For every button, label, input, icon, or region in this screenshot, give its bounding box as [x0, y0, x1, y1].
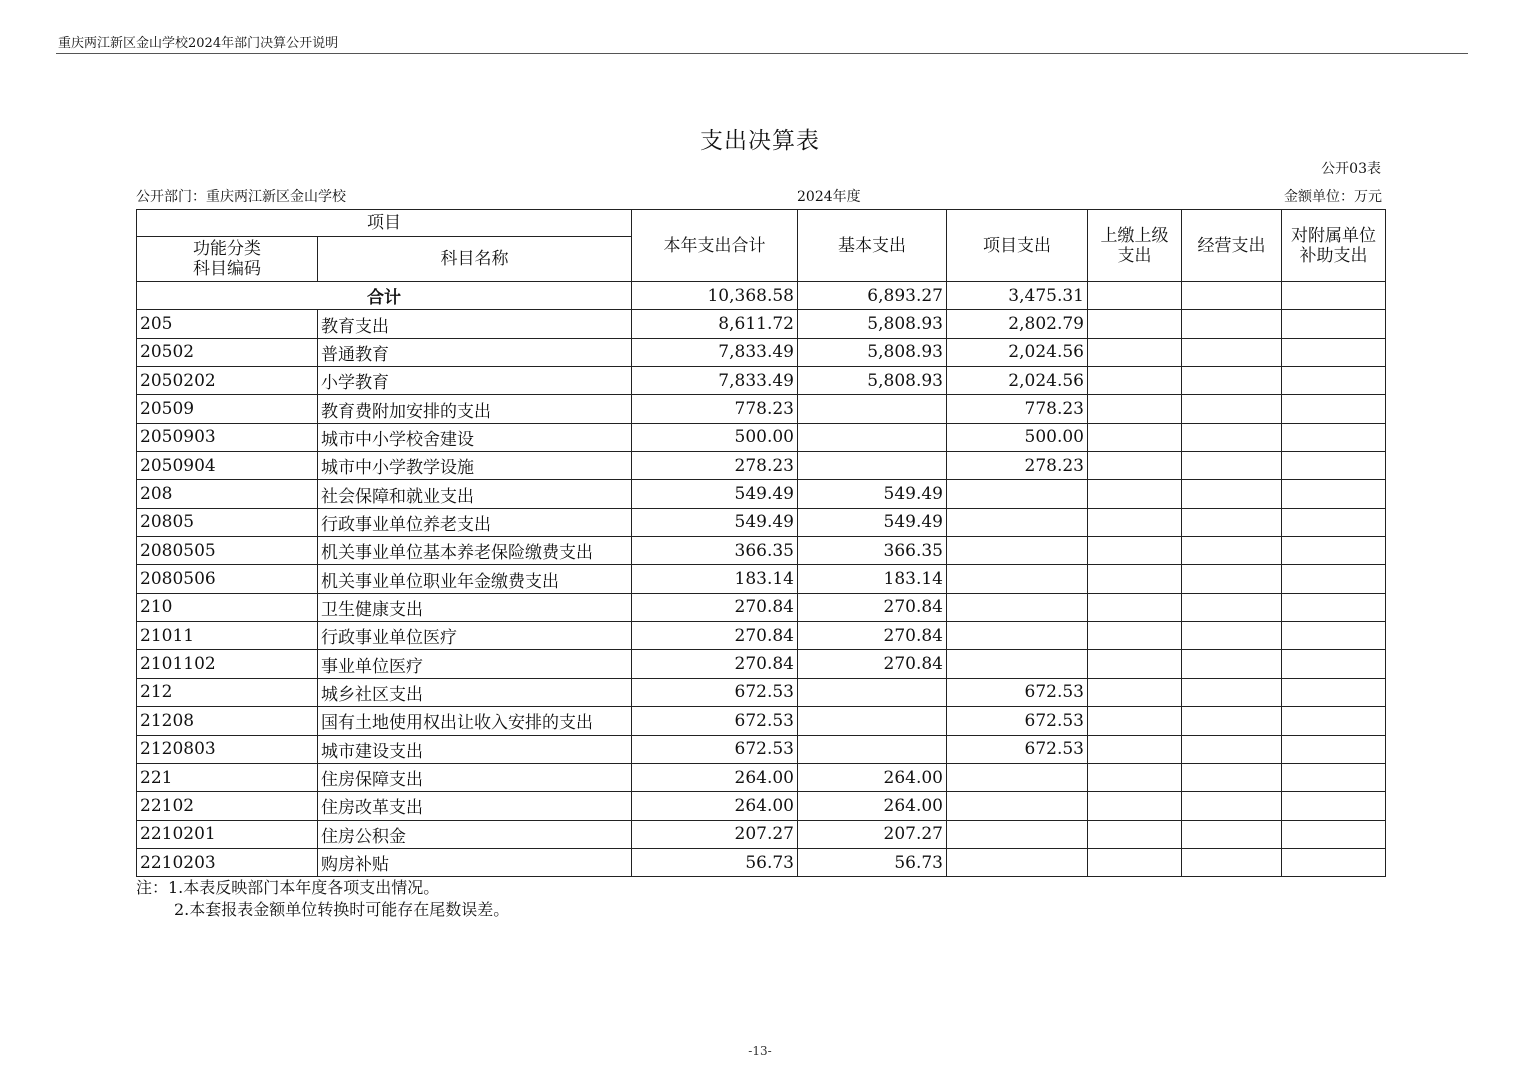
cell-subsidiary: [1282, 338, 1386, 366]
cell-business: [1182, 310, 1282, 338]
cell-name: 卫生健康支出: [318, 593, 632, 621]
cell-business: [1182, 395, 1282, 423]
header-upper: [1088, 210, 1182, 282]
header-item: 项目: [137, 210, 632, 237]
table-row: [137, 735, 1386, 763]
cell-subsidiary: [1282, 537, 1386, 565]
cell-name: 事业单位医疗: [318, 650, 632, 678]
cell-upper: [1088, 763, 1182, 791]
page-title: 支出决算表: [700, 128, 820, 154]
unit-label: 金额单位：万元: [1284, 189, 1382, 205]
cell-subsidiary: [1282, 593, 1386, 621]
cell-subsidiary: [1282, 650, 1386, 678]
table-number: 公开03表: [1321, 161, 1381, 177]
cell-project: [947, 480, 1088, 508]
header-business: 经营支出: [1182, 210, 1282, 282]
cell-upper: [1088, 792, 1182, 820]
cell-basic: 5,808.93: [798, 310, 947, 338]
cell-project: [947, 565, 1088, 593]
running-header: 重庆两江新区金山学校2024年部门决算公开说明: [58, 36, 339, 51]
cell-project: 2,024.56: [947, 367, 1088, 395]
cell-upper: [1088, 593, 1182, 621]
header-func-code-line2: 科目编码: [193, 259, 261, 279]
cell-subsidiary: [1282, 763, 1386, 791]
header-func-code: [137, 237, 318, 282]
cell-basic: [798, 707, 947, 735]
total-cell-basic: 6,893.27: [798, 282, 947, 310]
cell-upper: [1088, 820, 1182, 848]
table-row: [137, 763, 1386, 791]
cell-total: 56.73: [632, 848, 798, 876]
cell-subsidiary: [1282, 820, 1386, 848]
header-func-code-line1: 功能分类: [193, 239, 261, 259]
cell-total: 778.23: [632, 395, 798, 423]
cell-project: [947, 537, 1088, 565]
cell-basic: 549.49: [798, 480, 947, 508]
header-subsidiary-line2: 补助支出: [1299, 245, 1368, 266]
table-row: [137, 537, 1386, 565]
cell-code: 2050903: [137, 423, 318, 451]
cell-name: 住房公积金: [318, 820, 632, 848]
cell-business: [1182, 593, 1282, 621]
cell-basic: 270.84: [798, 622, 947, 650]
cell-subsidiary: [1282, 565, 1386, 593]
cell-name: 住房保障支出: [318, 763, 632, 791]
cell-project: 672.53: [947, 678, 1088, 706]
cell-basic: 264.00: [798, 763, 947, 791]
cell-basic: 5,808.93: [798, 367, 947, 395]
cell-code: 2120803: [137, 735, 318, 763]
cell-name: 住房改革支出: [318, 792, 632, 820]
header-subsidiary: [1282, 210, 1386, 282]
cell-total: 7,833.49: [632, 367, 798, 395]
cell-project: 2,024.56: [947, 338, 1088, 366]
cell-code: 2210203: [137, 848, 318, 876]
total-row: [137, 282, 1386, 310]
cell-business: [1182, 707, 1282, 735]
table-row: [137, 848, 1386, 876]
cell-upper: [1088, 508, 1182, 536]
cell-code: 221: [137, 763, 318, 791]
cell-total: 549.49: [632, 508, 798, 536]
note-1: 注：1.本表反映部门本年度各项支出情况。: [136, 878, 440, 897]
cell-business: [1182, 480, 1282, 508]
header-subject-name: 科目名称: [318, 237, 632, 282]
cell-name: 教育支出: [318, 310, 632, 338]
department-label: 公开部门：重庆两江新区金山学校: [136, 189, 346, 205]
cell-name: 小学教育: [318, 367, 632, 395]
table-notes: [136, 877, 509, 921]
cell-total: 264.00: [632, 763, 798, 791]
cell-business: [1182, 848, 1282, 876]
cell-name: 行政事业单位医疗: [318, 622, 632, 650]
cell-upper: [1088, 338, 1182, 366]
header-total: 本年支出合计: [632, 210, 798, 282]
cell-code: 205: [137, 310, 318, 338]
total-cell-project: 3,475.31: [947, 282, 1088, 310]
table-row: [137, 338, 1386, 366]
header-project: 项目支出: [947, 210, 1088, 282]
page-number: -13-: [748, 1044, 772, 1058]
table-row: [137, 310, 1386, 338]
cell-project: 672.53: [947, 707, 1088, 735]
total-cell-subsidiary: [1282, 282, 1386, 310]
header-divider: [56, 53, 1468, 54]
cell-basic: 183.14: [798, 565, 947, 593]
cell-subsidiary: [1282, 848, 1386, 876]
cell-total: 264.00: [632, 792, 798, 820]
table-row: [137, 423, 1386, 451]
cell-code: 2050202: [137, 367, 318, 395]
header-upper-line1: 上缴上级: [1100, 225, 1169, 246]
cell-basic: [798, 452, 947, 480]
cell-upper: [1088, 310, 1182, 338]
total-cell-upper: [1088, 282, 1182, 310]
cell-code: 22102: [137, 792, 318, 820]
cell-subsidiary: [1282, 622, 1386, 650]
cell-code: 20509: [137, 395, 318, 423]
cell-business: [1182, 820, 1282, 848]
cell-code: 212: [137, 678, 318, 706]
header-subsidiary-line1: 对附属单位: [1291, 225, 1376, 246]
cell-project: [947, 650, 1088, 678]
year-label: 2024年度: [797, 189, 861, 205]
cell-total: 672.53: [632, 678, 798, 706]
cell-code: 20502: [137, 338, 318, 366]
cell-name: 购房补贴: [318, 848, 632, 876]
cell-subsidiary: [1282, 707, 1386, 735]
cell-project: [947, 848, 1088, 876]
cell-project: [947, 622, 1088, 650]
table-row: [137, 593, 1386, 621]
cell-subsidiary: [1282, 508, 1386, 536]
cell-total: 549.49: [632, 480, 798, 508]
table-row: [137, 452, 1386, 480]
table-row: [137, 678, 1386, 706]
cell-upper: [1088, 707, 1182, 735]
cell-project: 278.23: [947, 452, 1088, 480]
cell-code: 2080505: [137, 537, 318, 565]
cell-project: [947, 820, 1088, 848]
expenditure-table: [136, 209, 1386, 877]
cell-subsidiary: [1282, 678, 1386, 706]
cell-upper: [1088, 650, 1182, 678]
cell-business: [1182, 423, 1282, 451]
cell-name: 教育费附加安排的支出: [318, 395, 632, 423]
cell-upper: [1088, 480, 1182, 508]
cell-code: 2210201: [137, 820, 318, 848]
cell-subsidiary: [1282, 395, 1386, 423]
cell-basic: 366.35: [798, 537, 947, 565]
cell-basic: 264.00: [798, 792, 947, 820]
cell-business: [1182, 650, 1282, 678]
cell-total: 278.23: [632, 452, 798, 480]
cell-name: 城市中小学校舍建设: [318, 423, 632, 451]
note-2: 2.本套报表金额单位转换时可能存在尾数误差。: [174, 900, 510, 919]
cell-business: [1182, 792, 1282, 820]
cell-name: 社会保障和就业支出: [318, 480, 632, 508]
cell-business: [1182, 763, 1282, 791]
cell-code: 21011: [137, 622, 318, 650]
cell-project: [947, 763, 1088, 791]
cell-basic: [798, 678, 947, 706]
total-cell-business: [1182, 282, 1282, 310]
cell-name: 城乡社区支出: [318, 678, 632, 706]
cell-business: [1182, 735, 1282, 763]
total-label: 合计: [137, 282, 632, 310]
cell-project: 2,802.79: [947, 310, 1088, 338]
cell-subsidiary: [1282, 735, 1386, 763]
cell-upper: [1088, 423, 1182, 451]
cell-total: 270.84: [632, 622, 798, 650]
cell-code: 21208: [137, 707, 318, 735]
cell-code: 208: [137, 480, 318, 508]
cell-business: [1182, 338, 1282, 366]
cell-project: 778.23: [947, 395, 1088, 423]
cell-upper: [1088, 565, 1182, 593]
cell-project: [947, 593, 1088, 621]
cell-business: [1182, 678, 1282, 706]
cell-basic: 5,808.93: [798, 338, 947, 366]
cell-basic: 207.27: [798, 820, 947, 848]
cell-total: 183.14: [632, 565, 798, 593]
table-row: [137, 792, 1386, 820]
table-row: [137, 395, 1386, 423]
cell-subsidiary: [1282, 310, 1386, 338]
cell-business: [1182, 367, 1282, 395]
cell-upper: [1088, 735, 1182, 763]
cell-subsidiary: [1282, 480, 1386, 508]
cell-upper: [1088, 848, 1182, 876]
cell-name: 城市建设支出: [318, 735, 632, 763]
cell-subsidiary: [1282, 452, 1386, 480]
cell-business: [1182, 508, 1282, 536]
cell-project: 672.53: [947, 735, 1088, 763]
cell-upper: [1088, 452, 1182, 480]
table-row: [137, 565, 1386, 593]
cell-name: 城市中小学教学设施: [318, 452, 632, 480]
total-cell-total: 10,368.58: [632, 282, 798, 310]
cell-basic: 56.73: [798, 848, 947, 876]
cell-basic: [798, 423, 947, 451]
table-row: [137, 707, 1386, 735]
cell-code: 20805: [137, 508, 318, 536]
table-row: [137, 367, 1386, 395]
cell-total: 366.35: [632, 537, 798, 565]
cell-total: 500.00: [632, 423, 798, 451]
cell-name: 普通教育: [318, 338, 632, 366]
cell-code: 210: [137, 593, 318, 621]
header-upper-line2: 支出: [1117, 245, 1152, 266]
cell-business: [1182, 452, 1282, 480]
cell-upper: [1088, 678, 1182, 706]
table-row: [137, 650, 1386, 678]
cell-upper: [1088, 395, 1182, 423]
table-row: [137, 480, 1386, 508]
cell-total: 672.53: [632, 735, 798, 763]
cell-code: 2080506: [137, 565, 318, 593]
cell-business: [1182, 622, 1282, 650]
cell-basic: 549.49: [798, 508, 947, 536]
cell-subsidiary: [1282, 423, 1386, 451]
cell-project: [947, 792, 1088, 820]
table-row: [137, 508, 1386, 536]
cell-code: 2101102: [137, 650, 318, 678]
cell-upper: [1088, 622, 1182, 650]
cell-name: 行政事业单位养老支出: [318, 508, 632, 536]
cell-code: 2050904: [137, 452, 318, 480]
cell-name: 国有土地使用权出让收入安排的支出: [318, 707, 632, 735]
cell-business: [1182, 565, 1282, 593]
cell-total: 8,611.72: [632, 310, 798, 338]
cell-basic: 270.84: [798, 650, 947, 678]
cell-basic: [798, 735, 947, 763]
cell-upper: [1088, 537, 1182, 565]
cell-name: 机关事业单位基本养老保险缴费支出: [318, 537, 632, 565]
header-basic: 基本支出: [798, 210, 947, 282]
cell-total: 207.27: [632, 820, 798, 848]
cell-name: 机关事业单位职业年金缴费支出: [318, 565, 632, 593]
cell-total: 270.84: [632, 650, 798, 678]
cell-subsidiary: [1282, 792, 1386, 820]
cell-basic: 270.84: [798, 593, 947, 621]
cell-business: [1182, 537, 1282, 565]
cell-project: 500.00: [947, 423, 1088, 451]
cell-project: [947, 508, 1088, 536]
table-row: [137, 820, 1386, 848]
table-row: [137, 622, 1386, 650]
cell-total: 7,833.49: [632, 338, 798, 366]
cell-total: 672.53: [632, 707, 798, 735]
cell-upper: [1088, 367, 1182, 395]
cell-basic: [798, 395, 947, 423]
cell-subsidiary: [1282, 367, 1386, 395]
cell-total: 270.84: [632, 593, 798, 621]
